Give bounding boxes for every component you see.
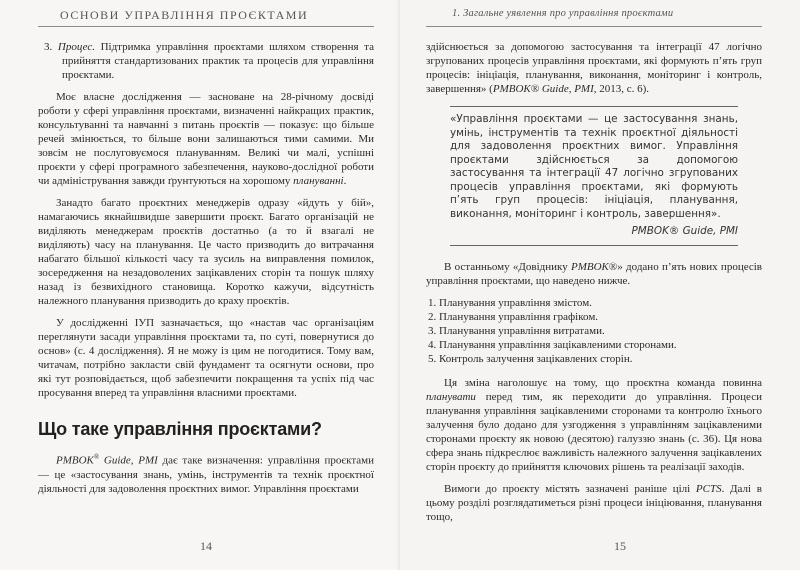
- page-number-right: 15: [614, 539, 626, 553]
- paragraph-text: Вимоги до проєкту містять зазначені раніше цілі: [444, 482, 696, 495]
- quote-text: «Управління проєктами — це застосування знань, умінь, інструментів та технік проєктної діяльності для задоволення проєктних вимог. Управління проєктами здійснюється за допомогою застосування та інтеграції 47 логічно згрупованих процесів управління проєктами, які формують п’ять груп процесів: ініціація, планування, виконання, моніторинг і контроль, завершення».: [450, 113, 738, 220]
- left-page-body: [38, 40, 374, 504]
- paragraph: [38, 450, 374, 496]
- citation: PMBOK: [571, 260, 609, 273]
- definition-quote: [450, 106, 738, 246]
- quote-source: PMBOK® Guide, PMI: [631, 225, 738, 237]
- item-title: Процес.: [57, 41, 95, 53]
- running-head-left: ОСНОВИ УПРАВЛІННЯ ПРОЄКТАМИ: [60, 8, 309, 22]
- item-number: 3.: [44, 41, 53, 53]
- paragraph-text: ®» додано п’ять нових процесів управління проєктами, що наведено нижче.: [426, 260, 762, 287]
- paragraph-text: Моє власне дослідження — засноване на 28-річному досвіді роботи у сфері управління проєктами, визначенні найкращих практик, консультуванні та навчанні з питань проєктів — показує: що більше речей змінюється, то більше вони залишаються тими самими. Ми зовсім не послуговуємося плануванням. Великі чи малі, успішні проєкти у сфері програмного забезпечення, науково-дослідної роботи чи адміністрування завжди ґрунтуються на хорошому: [38, 91, 374, 187]
- emphasis: плануванні: [293, 175, 344, 187]
- paragraph: [426, 40, 762, 96]
- header-rule-left: [38, 26, 374, 27]
- paragraph: Занадто багато проєктних менеджерів одразу «йдуть у бій», намагаючись якнайшвидше завершити проєкт. Багато організацій не виділяють менеджерам проєктів достатньо (а то й взагалі не виділяють) часу на планування. Це часто призводить до витрачання набагато більшої кількості часу та зусиль на виправлення помилок, зосередження на незадоволених зацікавлених сторін та пошук шляху назад із безвихідного становища. Коротко кажучи, відсутність належного планування призводить до краху проєктів.: [38, 197, 374, 307]
- citation: Guide, PMI: [99, 454, 158, 467]
- list-item: 5. Контроль залучення зацікавлених сторін.: [428, 352, 633, 365]
- paragraph-text: Ця зміна наголошує на тому, що проєктна команда повинна: [444, 376, 762, 389]
- citation: PMBOK: [56, 454, 94, 467]
- paragraph: [426, 260, 762, 288]
- emphasis: планувати: [426, 390, 476, 403]
- paragraph: [426, 376, 762, 474]
- numbered-item-3: [38, 40, 374, 82]
- paragraph-text: здійснюється за допомогою застосування та інтеграції 47 логічно згрупованих процесів управління проєктами, які формують п’ять груп процесів: ініціація, планування, виконання, моніторинг і контроль, завершення» (: [426, 41, 762, 95]
- emphasis: PCTS: [695, 482, 722, 495]
- right-page-body: [426, 40, 762, 532]
- citation: PMBOK® Guide, PMI: [492, 83, 594, 95]
- process-list: [426, 296, 762, 366]
- section-heading: Що таке управління проєктами?: [38, 419, 322, 439]
- paragraph-text: дає таке визначення: управління проєктами — це «застосування знань, умінь, інструментів та технік проєктної діяльності для задоволення проєктних вимог. Управління проєктами: [38, 454, 374, 495]
- paragraph-text: . Далі в цьому розділі розглядатиметься різні процеси ініціювання, планування тощо,: [426, 482, 762, 523]
- paragraph-end: .: [343, 175, 347, 187]
- running-head-right: 1. Загальне уявлення про управління проєктами: [452, 8, 674, 19]
- item-text: Підтримка управління проєктами шляхом створення та прийняття стандартизованих практик та процесів для управління проєктами.: [62, 41, 374, 81]
- list-item: 2. Планування управління графіком.: [428, 310, 599, 323]
- registered-mark: ®: [93, 453, 100, 461]
- list-item: 1. Планування управління змістом.: [428, 296, 592, 309]
- list-item: 4. Планування управління зацікавленими сторонами.: [428, 338, 677, 351]
- paragraph-text: В останньому «Довіднику: [444, 260, 572, 273]
- list-item: 3. Планування управління витратами.: [428, 324, 605, 337]
- paragraph-text: перед тим, як переходити до управління. Процеси планування управління зацікавленими сторонами та контролю їхнього залучення було додано для узгодження з управлінням зацікавленими сторонами проєкту як новою (десятою) галуззю знань (с. 36). Ця нова сфера знань підкреслює важливість належного залучення зацікавлених сторін проєкту до прийняття ключових рішень та реалізації заходів.: [426, 390, 762, 473]
- right-page: [400, 0, 800, 570]
- paragraph: [426, 482, 762, 524]
- paragraph: [38, 90, 374, 188]
- page-number-left: 14: [200, 539, 212, 553]
- paragraph-end: , 2013, с. 6).: [593, 83, 650, 95]
- header-rule-right: [426, 26, 762, 27]
- paragraph: У дослідженні ІУП зазначається, що «настав час організаціям переглянути засади управління проєктами та, по суті, повернутися до основ» (с. 4 дослідження). Я не можу із цим не погодитися. Тому вам, читачам, потрібно закласти свій фундамент та осягнути основи, про які тут розповідається, щоб забезпечити покращення та успіх під час просування вперед та управління власними проєктами.: [38, 317, 374, 399]
